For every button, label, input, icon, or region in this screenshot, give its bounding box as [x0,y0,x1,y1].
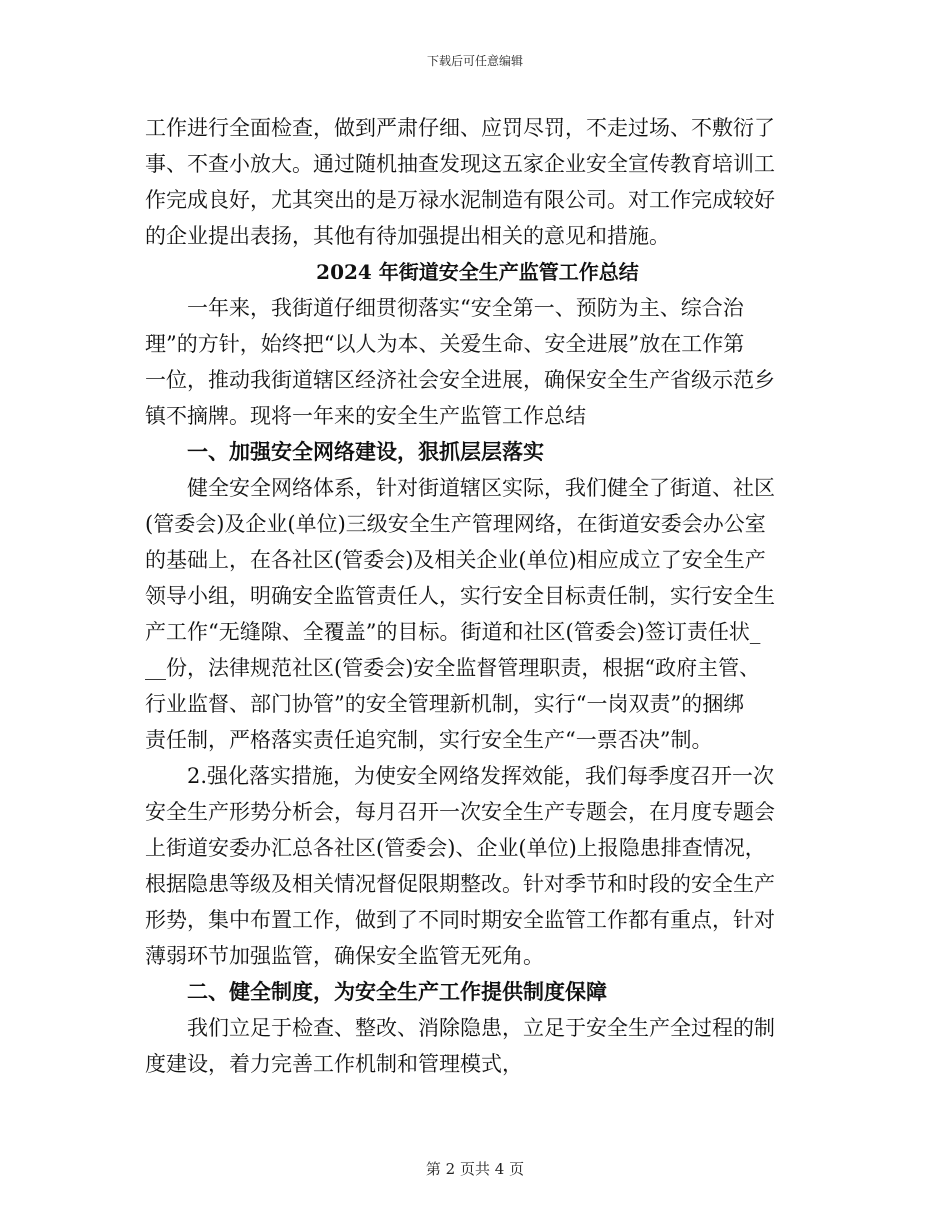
page-header: 下载后可任意编辑 [426,54,523,68]
intro-line: 的企业提出表扬，其他有待加强提出相关的意见和措施。 [145,224,670,248]
paragraph-line: 的基础上，在各社区(管委会)及相关企业(单位)相应成立了安全生产 [145,548,766,572]
paragraph-line: 安全生产形势分析会，每月召开一次安全生产专题会，在月度专题会 [145,800,775,824]
intro-line: 工作进行全面检查，做到严肃仔细、应罚尽罚，不走过场、不敷衍了 [145,116,775,140]
paragraph-line: 镇不摘牌。现将一年来的安全生产监管工作总结 [145,404,586,428]
section-heading-1: 一、加强安全网络建设，狠抓层层落实 [187,439,544,464]
paragraph-line: 责任制，严格落实责任追究制，实行安全生产“一票否决”制。 [145,728,713,752]
paragraph-line: 2.强化落实措施，为使安全网络发挥效能，我们每季度召开一次 [187,764,775,788]
paragraph-line: 薄弱环节加强监管，确保安全监管无死角。 [145,944,544,968]
document-title: 2024 年街道安全生产监管工作总结 [316,260,639,284]
paragraph-line: (管委会)及企业(单位)三级安全生产管理网络，在街道安委会办公室 [145,512,766,536]
page-footer: 第 2 页共 4 页 [425,1160,525,1178]
paragraph-line: 根据隐患等级及相关情况督促限期整改。针对季节和时段的安全生产 [145,872,775,896]
intro-line: 事、不查小放大。通过随机抽查发现这五家企业安全宣传教育培训工 [145,152,775,176]
paragraph-line: 行业监督、部门协管”的安全管理新机制，实行“一岗双责”的捆绑 [145,692,745,716]
paragraph-line: 度建设，着力完善工作机制和管理模式， [145,1052,523,1076]
paragraph-line: 上街道安委办汇总各社区(管委会)、企业(单位)上报隐患排查情况， [145,836,766,860]
document-body [145,110,810,1082]
paragraph-line: 一位，推动我街道辖区经济社会安全进展，确保安全生产省级示范乡 [145,368,775,392]
paragraph-line: 产工作“无缝隙、全覆盖”的目标。街道和社区(管委会)签订责任状_ [145,620,761,644]
paragraph-line: 形势，集中布置工作，做到了不同时期安全监管工作都有重点，针对 [145,908,775,932]
intro-line: 作完成良好，尤其突出的是万禄水泥制造有限公司。对工作完成较好 [145,188,775,212]
paragraph-line: 领导小组，明确安全监管责任人，实行安全目标责任制，实行安全生 [145,584,775,608]
paragraph-line: 健全安全网络体系，针对街道辖区实际，我们健全了街道、社区 [187,476,775,500]
paragraph-line: 我们立足于检查、整改、消除隐患，立足于安全生产全过程的制 [187,1016,775,1040]
paragraph-line: __份，法律规范社区(管委会)安全监督管理职责，根据“政府主管、 [145,656,761,680]
section-heading-2: 二、健全制度，为安全生产工作提供制度保障 [187,979,607,1004]
paragraph-line: 一年来，我街道仔细贯彻落实“安全第一、预防为主、综合治 [187,296,744,320]
paragraph-line: 理”的方针，始终把“以人为本、关爱生命、安全进展”放在工作第 [145,332,745,356]
